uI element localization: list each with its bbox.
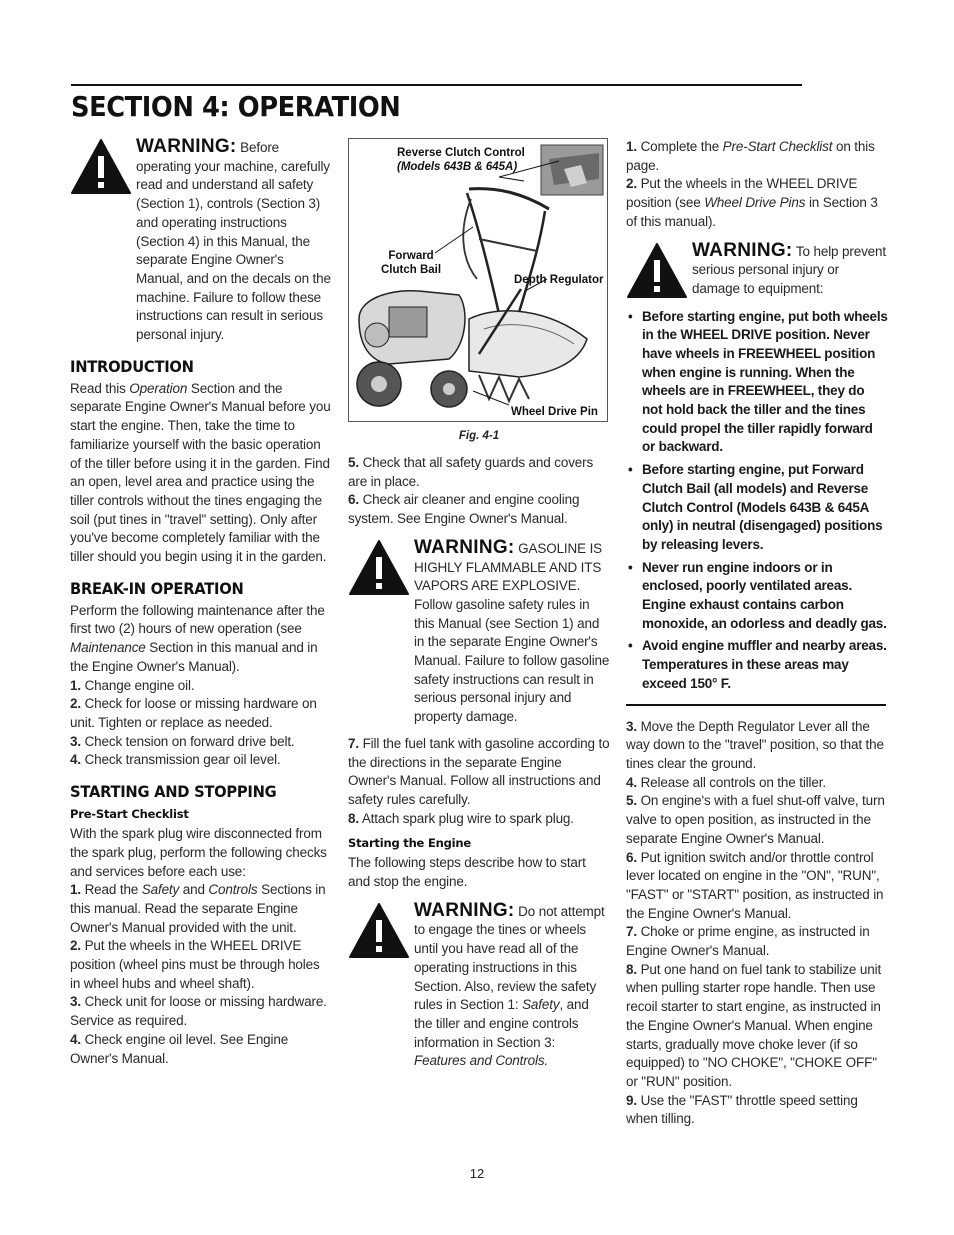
figure-caption: Fig. 4-1: [458, 430, 500, 442]
pre-start-step-8: 8. Attach spark plug wire to spark plug.: [348, 810, 574, 826]
column-left: [70, 138, 332, 1068]
pre-start-step-3: 3. Check unit for loose or missing hardware. Service as required.: [70, 994, 327, 1029]
heading-introduction: INTRODUCTION: [70, 356, 194, 376]
start-step-1: 1. Complete the Pre-Start Checklist on this page.: [626, 139, 875, 173]
callout-forward-clutch-bail: Forward Clutch Bail: [381, 250, 442, 276]
pre-start-step-4: 4. Check engine oil level. See Engine Owner's Manual.: [70, 1031, 289, 1066]
break-in-step-4: 4. Check transmission gear oil level.: [70, 752, 281, 768]
column-right: [626, 138, 888, 1129]
forward-clutch-bail: [463, 199, 477, 279]
start-step-8: 8. Put one hand on fuel tank to stabilize unit when pulling starter rope handle. Then use recoil starter to start engine, as instructed in the Engine Owner's Manual. When engine starts, gradually move choke lever (if so equipped) to "NO CHOKE", "CHOKE OFF" or "RUN" position.: [626, 961, 882, 1089]
column-middle: [348, 138, 610, 1071]
section-title: SECTION 4: OPERATION: [71, 90, 401, 123]
warning-label: WARNING:: [414, 899, 515, 921]
break-in-step-1: 1. Change engine oil.: [70, 677, 195, 693]
warning-triangle-icon: [348, 902, 410, 960]
start-step-2: 2. Put the wheels in the WHEEL DRIVE position (see Wheel Drive Pins in Section 3 of this manual).: [626, 176, 878, 229]
warning-bullet: • Never run engine indoors or in enclosed, poorly ventilated areas. Engine exhaust contains carbon monoxide, an odorless and deadly gas.: [626, 559, 888, 634]
break-in-step-2: 2. Check for loose or missing hardware on unit. Tighten or replace as needed.: [70, 696, 317, 730]
subheading-pre-start-checklist: Pre-Start Checklist: [70, 807, 189, 822]
warning-triangle-icon: [70, 138, 132, 196]
warning-label: WARNING:: [692, 239, 793, 261]
warning-bullet-list: [626, 308, 888, 694]
pre-start-step-2: 2. Put the wheels in the WHEEL DRIVE position (wheel pins must be through holes in wheel hubs and wheel shaft).: [70, 938, 320, 991]
pre-start-intro: With the spark plug wire disconnected from the spark plug, perform the following checks and services before each use:: [70, 826, 327, 879]
warning-label: WARNING:: [414, 536, 515, 558]
warning-text: WARNING: To help prevent serious personal injury or damage to equipment:: [692, 239, 886, 296]
warning-engage-tines: [348, 899, 610, 1071]
pre-start-step-5: 5. Check that all safety guards and covers are in place.: [348, 455, 594, 489]
handlebar: [469, 189, 549, 209]
warning-text: WARNING: Before operating your machine, carefully read and understand all safety (Section 1), controls (Section 3) and operating instructions (Section 4) in this Manual, the separate Engine Owner's Manual, and on the decals on the machine. Failure to follow these instructions can result in serious personal injury.: [136, 136, 331, 343]
start-step-3: 3. Move the Depth Regulator Lever all the way down to the "travel" position, so that the tines clear the ground.: [626, 718, 884, 771]
callout-wheel-drive-pin: Wheel Drive Pin: [511, 406, 598, 418]
break-in-intro: Perform the following maintenance after the first two (2) hours of new operation (see Maintenance Section in this manual and in the Engine Owner's Manual).: [70, 602, 325, 674]
pre-start-step-7: 7. Fill the fuel tank with gasoline according to the directions in the separate Engine Owner's Manual. Follow all instructions and safety rules carefully.: [348, 735, 610, 807]
heading-break-in: BREAK-IN OPERATION: [70, 578, 244, 598]
warning-label: WARNING:: [136, 136, 237, 157]
warning-bullet: • Before starting engine, put Forward Clutch Bail (all models) and Reverse Clutch Control (Models 643B & 645A only) in neutral (disengaged) positions by releasing levers.: [626, 461, 888, 555]
warning-prevent-injury: [626, 239, 888, 300]
callout-depth-regulator: Depth Regulator: [514, 274, 604, 286]
warning-bullet: • Before starting engine, put both wheels in the WHEEL DRIVE position. Never have wheels in FREEWHEEL position when engine is running. When the wheels are in FREEWHEEL, they do not hold back the tiller and the tines could propel the tiller rapidly forward or backward.: [626, 308, 888, 458]
break-in-step-3: 3. Check tension on forward drive belt.: [70, 733, 295, 749]
top-rule: [71, 84, 802, 86]
start-step-5: 5. On engine's with a fuel shut-off valve, turn valve to open position, as instructed in the separate Engine Owner's Manual.: [626, 793, 885, 846]
introduction-text: Read this Operation Section and the separate Engine Owner's Manual before you start the engine. Then, take the time to familiarize yourself with the basic operation of the tiller before using it in the garden. Find an open, level area and practice using the tiller controls without the tines engaging the soil (put tines in "travel" setting). Only after you've become completely familiar with the tiller should you begin using it in the garden.: [70, 380, 331, 565]
warning-triangle-icon: [348, 539, 410, 597]
start-step-9: 9. Use the "FAST" throttle speed setting when tilling.: [626, 1092, 858, 1127]
callout-reverse-clutch: Reverse Clutch Control (Models 643B & 645A): [397, 147, 525, 173]
start-step-6: 6. Put ignition switch and/or throttle control lever located on engine in the "ON", "RUN", "FAST" or "START" position, as instructed in the Engine Owner's Manual.: [626, 849, 884, 921]
warning-text: WARNING: Do not attempt to engage the tines or wheels until you have read all of the operating instructions in this Section. Also, review the safety rules in Section 1: Safety, and the tiller and engine controls information in Section 3: Features and Controls.: [414, 899, 605, 1069]
warning-triangle-icon: [626, 242, 688, 300]
heading-starting-stopping: STARTING AND STOPPING: [70, 782, 277, 802]
warning-before-operating: [70, 138, 332, 345]
start-step-7: 7. Choke or prime engine, as instructed in Engine Owner's Manual.: [626, 924, 870, 959]
page-number: 12: [469, 1166, 485, 1181]
starting-engine-intro: The following steps describe how to start and stop the engine.: [348, 855, 586, 890]
pre-start-step-1: 1. Read the Safety and Controls Sections in this manual. Read the separate Engine Owner's Manual provided with the unit.: [70, 882, 326, 935]
warning-text: WARNING: GASOLINE IS HIGHLY FLAMMABLE AND ITS VAPORS ARE EXPLOSIVE. Follow gasoline safety rules in this Manual (see Section 1) and in the separate Engine Owner's Manual. Failure to follow gasoline safety instructions can result in serious personal injury and property damage.: [414, 536, 610, 725]
figure-4-1: [348, 138, 608, 422]
pre-start-step-6: 6. Check air cleaner and engine cooling system. See Engine Owner's Manual.: [348, 492, 580, 527]
subheading-starting-engine: Starting the Engine: [348, 836, 471, 851]
warning-bullet: • Avoid engine muffler and nearby areas. Temperatures in these areas may exceed 150° F.: [626, 637, 888, 693]
start-step-4: 4. Release all controls on the tiller.: [626, 774, 826, 790]
warning-gasoline: [348, 536, 610, 727]
divider-rule: [626, 704, 886, 706]
